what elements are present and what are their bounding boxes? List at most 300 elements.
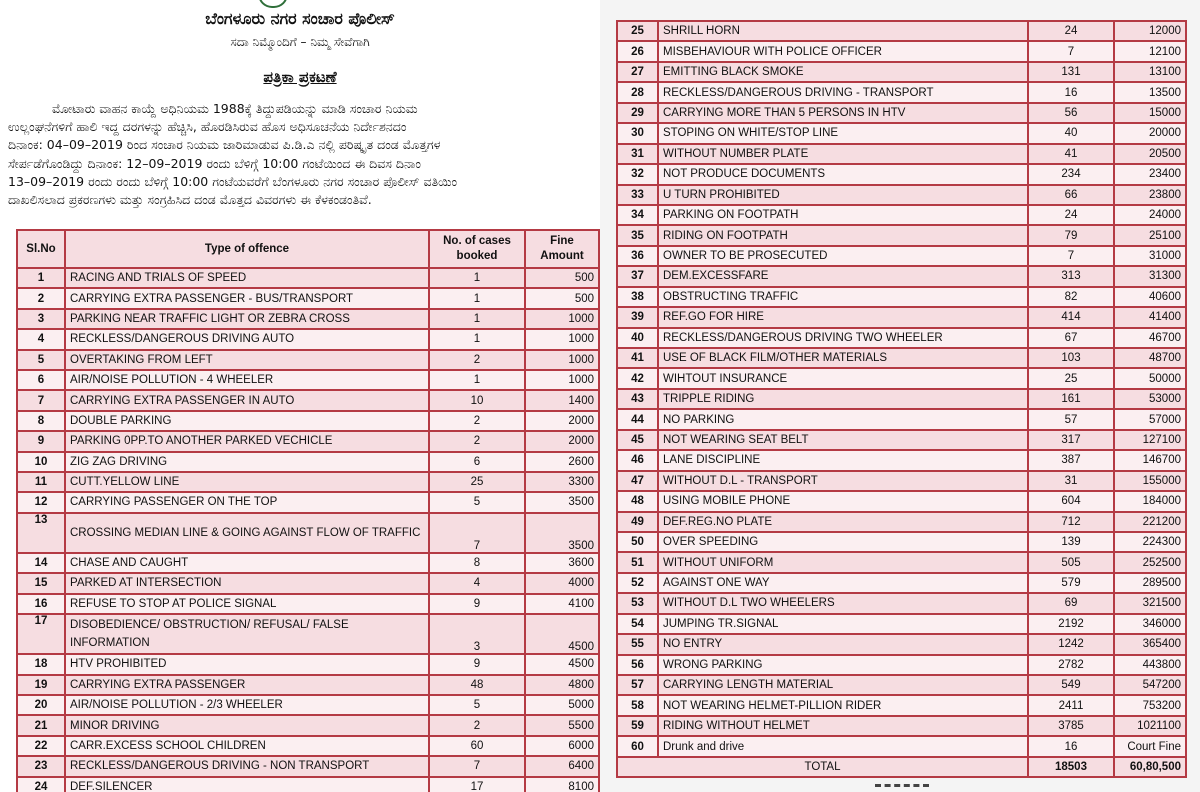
fine-cell: 46700 bbox=[1114, 328, 1186, 348]
sl-cell: 17 bbox=[17, 614, 65, 654]
table-row bbox=[617, 512, 1186, 532]
fine-cell: 12000 bbox=[1114, 21, 1186, 41]
table-row bbox=[17, 370, 599, 390]
paragraph-line: ಉಲ್ಲಂಘನೆಗಳಿಗೆ ಹಾಲಿ ಇದ್ದ ದರಗಳನ್ನು ಹೆಚ್ಚಿಸಿ, ಹೊರಡಿಸಿರುವ ಹೊಸ ಅಧಿಸೂಚನೆಯ ನಿರ್ದೇಶನದಂ bbox=[8, 119, 407, 135]
cases-cell: 505 bbox=[1028, 552, 1114, 572]
table-row bbox=[17, 777, 599, 792]
table-row bbox=[617, 450, 1186, 470]
sl-cell: 16 bbox=[17, 594, 65, 614]
table-header-row bbox=[17, 230, 599, 268]
sl-cell: 29 bbox=[617, 103, 658, 123]
offence-cell: PARKING 0PP.TO ANOTHER PARKED VECHICLE bbox=[65, 431, 429, 451]
sl-cell: 27 bbox=[617, 62, 658, 82]
offence-table-right bbox=[616, 20, 1187, 778]
table-row bbox=[617, 471, 1186, 491]
fine-cell: 224300 bbox=[1114, 532, 1186, 552]
cases-cell: 24 bbox=[1028, 205, 1114, 225]
table-row bbox=[617, 287, 1186, 307]
fine-cell: 146700 bbox=[1114, 450, 1186, 470]
sl-cell: 19 bbox=[17, 675, 65, 695]
offence-cell: AGAINST ONE WAY bbox=[658, 573, 1028, 593]
cases-cell: 6 bbox=[429, 452, 525, 472]
offence-cell: U TURN PROHIBITED bbox=[658, 185, 1028, 205]
sl-cell: 11 bbox=[17, 472, 65, 492]
fine-cell: 547200 bbox=[1114, 675, 1186, 695]
offence-cell: OVER SPEEDING bbox=[658, 532, 1028, 552]
offence-cell: PARKING NEAR TRAFFIC LIGHT OR ZEBRA CROSS bbox=[65, 309, 429, 329]
fine-cell: 1000 bbox=[525, 370, 599, 390]
offence-cell: LANE DISCIPLINE bbox=[658, 450, 1028, 470]
sl-cell: 8 bbox=[17, 411, 65, 431]
sl-cell: 38 bbox=[617, 287, 658, 307]
cases-cell: 161 bbox=[1028, 389, 1114, 409]
table-row bbox=[17, 452, 599, 472]
cases-cell: 7 bbox=[429, 513, 525, 553]
offence-cell: RACING AND TRIALS OF SPEED bbox=[65, 268, 429, 288]
header-cases-booked: No. of cases booked bbox=[429, 230, 525, 268]
cases-cell: 1 bbox=[429, 370, 525, 390]
header-sl-no: Sl.No bbox=[17, 230, 65, 268]
table-row bbox=[17, 675, 599, 695]
cases-cell: 414 bbox=[1028, 307, 1114, 327]
table-row bbox=[617, 614, 1186, 634]
fine-cell: 6400 bbox=[525, 756, 599, 776]
left-table-body bbox=[17, 268, 599, 792]
offence-cell: CARR.EXCESS SCHOOL CHILDREN bbox=[65, 736, 429, 756]
offence-cell: STOPING ON WHITE/STOP LINE bbox=[658, 123, 1028, 143]
table-row bbox=[617, 736, 1186, 756]
table-row bbox=[17, 492, 599, 512]
sl-cell: 21 bbox=[17, 715, 65, 735]
fine-cell: 24000 bbox=[1114, 205, 1186, 225]
fine-cell: 3600 bbox=[525, 553, 599, 573]
fine-cell: 25100 bbox=[1114, 225, 1186, 245]
fine-cell: 3500 bbox=[525, 492, 599, 512]
sl-cell: 52 bbox=[617, 573, 658, 593]
fine-cell: 1021100 bbox=[1114, 716, 1186, 736]
offence-cell: NOT PRODUCE DOCUMENTS bbox=[658, 164, 1028, 184]
fine-cell: 500 bbox=[525, 268, 599, 288]
cases-cell: 7 bbox=[1028, 41, 1114, 61]
cases-cell: 69 bbox=[1028, 593, 1114, 613]
offence-cell: DEF.REG.NO PLATE bbox=[658, 512, 1028, 532]
cases-cell: 60 bbox=[429, 736, 525, 756]
sl-cell: 45 bbox=[617, 430, 658, 450]
table-row bbox=[17, 553, 599, 573]
cases-cell: 82 bbox=[1028, 287, 1114, 307]
cases-cell: 3785 bbox=[1028, 716, 1114, 736]
cases-cell: 25 bbox=[1028, 368, 1114, 388]
fine-cell: 13100 bbox=[1114, 62, 1186, 82]
offence-cell: WIHTOUT INSURANCE bbox=[658, 368, 1028, 388]
sl-cell: 25 bbox=[617, 21, 658, 41]
sl-cell: 14 bbox=[17, 553, 65, 573]
paragraph-line: 13–09–2019 ರಂದು ರಂದು ಬೆಳಿಗ್ಗೆ 10:00 ಗಂಟೆಯವರೆಗೆ ಬೆಂಗಳೂರು ನಗರ ಸಂಚಾರ ಪೊಲೀಸ್ ವತಿಯಿಂ bbox=[8, 173, 458, 189]
offence-cell: CARRYING EXTRA PASSENGER IN AUTO bbox=[65, 390, 429, 410]
sl-cell: 1 bbox=[17, 268, 65, 288]
fine-cell: 31300 bbox=[1114, 266, 1186, 286]
sl-cell: 15 bbox=[17, 573, 65, 593]
cases-cell: 8 bbox=[429, 553, 525, 573]
table-row bbox=[617, 266, 1186, 286]
sl-cell: 41 bbox=[617, 348, 658, 368]
offence-cell: OVERTAKING FROM LEFT bbox=[65, 350, 429, 370]
table-row bbox=[17, 513, 599, 553]
sl-cell: 33 bbox=[617, 185, 658, 205]
sl-cell: 46 bbox=[617, 450, 658, 470]
table-row bbox=[17, 411, 599, 431]
table-row bbox=[617, 532, 1186, 552]
sl-cell: 31 bbox=[617, 144, 658, 164]
offence-cell: REFUSE TO STOP AT POLICE SIGNAL bbox=[65, 594, 429, 614]
sl-cell: 2 bbox=[17, 288, 65, 308]
sl-cell: 6 bbox=[17, 370, 65, 390]
table-row bbox=[17, 472, 599, 492]
cases-cell: 25 bbox=[429, 472, 525, 492]
offence-cell: SHRILL HORN bbox=[658, 21, 1028, 41]
cases-cell: 1242 bbox=[1028, 634, 1114, 654]
offence-cell: DISOBEDIENCE/ OBSTRUCTION/ REFUSAL/ FALSE INFORMATION bbox=[65, 614, 429, 654]
table-row bbox=[17, 573, 599, 593]
offence-cell: RECKLESS/DANGEROUS DRIVING TWO WHEELER bbox=[658, 328, 1028, 348]
offence-cell: AIR/NOISE POLLUTION - 2/3 WHEELER bbox=[65, 695, 429, 715]
cases-cell: 66 bbox=[1028, 185, 1114, 205]
total-fine: 60,80,500 bbox=[1114, 757, 1186, 777]
sl-cell: 50 bbox=[617, 532, 658, 552]
cases-cell: 1 bbox=[429, 309, 525, 329]
fine-cell: 23400 bbox=[1114, 164, 1186, 184]
table-row bbox=[617, 307, 1186, 327]
cases-cell: 5 bbox=[429, 492, 525, 512]
fine-cell: 5000 bbox=[525, 695, 599, 715]
offence-cell: CHASE AND CAUGHT bbox=[65, 553, 429, 573]
sl-cell: 18 bbox=[17, 654, 65, 674]
table-row bbox=[17, 614, 599, 654]
table-row bbox=[617, 246, 1186, 266]
fine-cell: 1000 bbox=[525, 309, 599, 329]
fine-cell: 40600 bbox=[1114, 287, 1186, 307]
table-row bbox=[617, 716, 1186, 736]
fine-cell: 4100 bbox=[525, 594, 599, 614]
cases-cell: 131 bbox=[1028, 62, 1114, 82]
fine-cell: Court Fine bbox=[1114, 736, 1186, 756]
sl-cell: 23 bbox=[17, 756, 65, 776]
department-motto: ಸದಾ ನಿಮ್ಮೊಂದಿಗೆ – ನಿಮ್ಮ ಸೇವೆಗಾಗಿ bbox=[230, 35, 370, 49]
offence-cell: CARRYING LENGTH MATERIAL bbox=[658, 675, 1028, 695]
table-row bbox=[617, 634, 1186, 654]
table-row bbox=[617, 430, 1186, 450]
sl-cell: 10 bbox=[17, 452, 65, 472]
cases-cell: 56 bbox=[1028, 103, 1114, 123]
offence-cell: REF.GO FOR HIRE bbox=[658, 307, 1028, 327]
sl-cell: 28 bbox=[617, 82, 658, 102]
fine-cell: 20000 bbox=[1114, 123, 1186, 143]
offence-cell: AIR/NOISE POLLUTION - 4 WHEELER bbox=[65, 370, 429, 390]
sl-cell: 4 bbox=[17, 329, 65, 349]
cases-cell: 9 bbox=[429, 654, 525, 674]
table-row bbox=[617, 348, 1186, 368]
offence-cell: WITHOUT NUMBER PLATE bbox=[658, 144, 1028, 164]
cases-cell: 40 bbox=[1028, 123, 1114, 143]
sl-cell: 32 bbox=[617, 164, 658, 184]
cases-cell: 5 bbox=[429, 695, 525, 715]
table-row bbox=[17, 309, 599, 329]
department-title: ಬೆಂಗಳೂರು ನಗರ ಸಂಚಾರ ಪೊಲೀಸ್ bbox=[205, 9, 395, 28]
table-row bbox=[617, 491, 1186, 511]
fine-cell: 4500 bbox=[525, 654, 599, 674]
sl-cell: 37 bbox=[617, 266, 658, 286]
cases-cell: 103 bbox=[1028, 348, 1114, 368]
cases-cell: 16 bbox=[1028, 736, 1114, 756]
cases-cell: 1 bbox=[429, 268, 525, 288]
sl-cell: 9 bbox=[17, 431, 65, 451]
fine-cell: 15000 bbox=[1114, 103, 1186, 123]
offence-cell: RECKLESS/DANGEROUS DRIVING - TRANSPORT bbox=[658, 82, 1028, 102]
offence-cell: RECKLESS/DANGEROUS DRIVING AUTO bbox=[65, 329, 429, 349]
sl-cell: 55 bbox=[617, 634, 658, 654]
cases-cell: 579 bbox=[1028, 573, 1114, 593]
fine-cell: 346000 bbox=[1114, 614, 1186, 634]
offence-cell: RIDING ON FOOTPATH bbox=[658, 225, 1028, 245]
offence-cell: DEF.SILENCER bbox=[65, 777, 429, 792]
fine-cell: 12100 bbox=[1114, 41, 1186, 61]
table-row bbox=[617, 695, 1186, 715]
table-row bbox=[617, 368, 1186, 388]
offence-cell: PARKING ON FOOTPATH bbox=[658, 205, 1028, 225]
offence-cell: CROSSING MEDIAN LINE & GOING AGAINST FLOW OF TRAFFIC bbox=[65, 513, 429, 553]
cases-cell: 17 bbox=[429, 777, 525, 792]
cases-cell: 4 bbox=[429, 573, 525, 593]
cases-cell: 57 bbox=[1028, 409, 1114, 429]
cases-cell: 604 bbox=[1028, 491, 1114, 511]
total-cases: 18503 bbox=[1028, 757, 1114, 777]
fine-cell: 48700 bbox=[1114, 348, 1186, 368]
sl-cell: 59 bbox=[617, 716, 658, 736]
table-row bbox=[617, 185, 1186, 205]
press-release-title: ಪತ್ರಿಕಾ ಪ್ರಕಟಣೆ bbox=[263, 68, 337, 86]
offence-cell: ZIG ZAG DRIVING bbox=[65, 452, 429, 472]
sl-cell: 42 bbox=[617, 368, 658, 388]
table-row bbox=[17, 268, 599, 288]
fine-cell: 155000 bbox=[1114, 471, 1186, 491]
cases-cell: 67 bbox=[1028, 328, 1114, 348]
fine-cell: 127100 bbox=[1114, 430, 1186, 450]
offence-cell: CARRYING EXTRA PASSENGER - BUS/TRANSPORT bbox=[65, 288, 429, 308]
cases-cell: 317 bbox=[1028, 430, 1114, 450]
sl-cell: 56 bbox=[617, 655, 658, 675]
sl-cell: 40 bbox=[617, 328, 658, 348]
table-row bbox=[617, 655, 1186, 675]
fine-cell: 8100 bbox=[525, 777, 599, 792]
cases-cell: 7 bbox=[429, 756, 525, 776]
offence-cell: CARRYING MORE THAN 5 PERSONS IN HTV bbox=[658, 103, 1028, 123]
offence-cell: JUMPING TR.SIGNAL bbox=[658, 614, 1028, 634]
offence-cell: CARRYING EXTRA PASSENGER bbox=[65, 675, 429, 695]
offence-cell: WITHOUT D.L - TRANSPORT bbox=[658, 471, 1028, 491]
fine-cell: 4500 bbox=[525, 614, 599, 654]
table-row bbox=[617, 409, 1186, 429]
fine-cell: 3500 bbox=[525, 513, 599, 553]
table-row bbox=[617, 593, 1186, 613]
fine-cell: 252500 bbox=[1114, 552, 1186, 572]
notice-paragraph bbox=[8, 100, 600, 209]
offence-cell: OBSTRUCTING TRAFFIC bbox=[658, 287, 1028, 307]
table-row bbox=[17, 736, 599, 756]
sl-cell: 35 bbox=[617, 225, 658, 245]
offence-cell: RECKLESS/DANGEROUS DRIVING - NON TRANSPORT bbox=[65, 756, 429, 776]
sl-cell: 12 bbox=[17, 492, 65, 512]
fine-cell: 13500 bbox=[1114, 82, 1186, 102]
fine-cell: 2600 bbox=[525, 452, 599, 472]
sl-cell: 30 bbox=[617, 123, 658, 143]
cases-cell: 2 bbox=[429, 350, 525, 370]
sl-cell: 58 bbox=[617, 695, 658, 715]
offence-cell: TRIPPLE RIDING bbox=[658, 389, 1028, 409]
sl-cell: 26 bbox=[617, 41, 658, 61]
table-row bbox=[617, 205, 1186, 225]
fine-cell: 23800 bbox=[1114, 185, 1186, 205]
fine-cell: 1000 bbox=[525, 329, 599, 349]
end-dashes bbox=[875, 784, 929, 790]
offence-cell: CARRYING PASSENGER ON THE TOP bbox=[65, 492, 429, 512]
cases-cell: 9 bbox=[429, 594, 525, 614]
offence-cell: CUTT.YELLOW LINE bbox=[65, 472, 429, 492]
fine-cell: 1400 bbox=[525, 390, 599, 410]
cases-cell: 79 bbox=[1028, 225, 1114, 245]
sl-cell: 22 bbox=[17, 736, 65, 756]
table-row bbox=[617, 144, 1186, 164]
total-label: TOTAL bbox=[617, 757, 1028, 777]
paragraph-line: ದಾಖಲಿಸಲಾದ ಪ್ರಕರಣಗಳು ಮತ್ತು ಸಂಗ್ರಹಿಸಿದ ದಂಡ ಮೊತ್ತದ ವಿವರಗಳು ಈ ಕೆಳಕಂಡಂತಿವೆ. bbox=[8, 191, 372, 207]
table-row bbox=[17, 431, 599, 451]
paragraph-line: ಮೋಟಾರು ವಾಹನ ಕಾಯ್ದೆ ಅಧಿನಿಯಮ 1988ಕ್ಕೆ ತಿದ್ದುಪಡಿಯನ್ನು ಮಾಡಿ ಸಂಚಾರ ನಿಯಮ bbox=[52, 101, 418, 116]
offence-cell: NO ENTRY bbox=[658, 634, 1028, 654]
table-row bbox=[617, 675, 1186, 695]
table-row bbox=[17, 390, 599, 410]
table-row bbox=[617, 103, 1186, 123]
offence-cell: WITHOUT UNIFORM bbox=[658, 552, 1028, 572]
offence-cell: NOT WEARING SEAT BELT bbox=[658, 430, 1028, 450]
table-row bbox=[17, 329, 599, 349]
header-fine-amount: Fine Amount bbox=[525, 230, 599, 268]
fine-cell: 4800 bbox=[525, 675, 599, 695]
cases-cell: 48 bbox=[429, 675, 525, 695]
paragraph-line: ಸೇರ್ಪಡೆಗೊಂಡಿದ್ದು ದಿನಾಂಕ: 12–09–2019 ರಂದು ಬೆಳಿಗ್ಗೆ 10:00 ಗಂಟೆಯಿಂದ ಈ ದಿವಸ ದಿನಾಂ bbox=[8, 155, 421, 171]
paragraph-line: ದಿನಾಂಕ: 04–09–2019 ರಿಂದ ಸಂಚಾರ ನಿಯಮ ಜಾರಿಮಾಡುವ ಪಿ.ಡಿ.ಎ ನಲ್ಲಿ ಪರಿಷ್ಕೃತ ದಂಡ ಮೊತ್ತಗಳ bbox=[8, 137, 441, 153]
table-row bbox=[17, 695, 599, 715]
sl-cell: 47 bbox=[617, 471, 658, 491]
fine-cell: 57000 bbox=[1114, 409, 1186, 429]
table-row bbox=[17, 756, 599, 776]
fine-cell: 6000 bbox=[525, 736, 599, 756]
offence-cell: OWNER TO BE PROSECUTED bbox=[658, 246, 1028, 266]
offence-table-left bbox=[16, 229, 600, 792]
fine-cell: 321500 bbox=[1114, 593, 1186, 613]
offence-cell: EMITTING BLACK SMOKE bbox=[658, 62, 1028, 82]
sl-cell: 44 bbox=[617, 409, 658, 429]
cases-cell: 139 bbox=[1028, 532, 1114, 552]
table-row bbox=[617, 389, 1186, 409]
offence-cell: USING MOBILE PHONE bbox=[658, 491, 1028, 511]
header-type-of-offence: Type of offence bbox=[65, 230, 429, 268]
fine-cell: 184000 bbox=[1114, 491, 1186, 511]
offence-cell: WRONG PARKING bbox=[658, 655, 1028, 675]
offence-cell: Drunk and drive bbox=[658, 736, 1028, 756]
table-row bbox=[617, 552, 1186, 572]
sl-cell: 34 bbox=[617, 205, 658, 225]
offence-cell: RIDING WITHOUT HELMET bbox=[658, 716, 1028, 736]
sl-cell: 49 bbox=[617, 512, 658, 532]
cases-cell: 387 bbox=[1028, 450, 1114, 470]
sl-cell: 24 bbox=[17, 777, 65, 792]
table-row bbox=[617, 62, 1186, 82]
fine-cell: 1000 bbox=[525, 350, 599, 370]
cases-cell: 2411 bbox=[1028, 695, 1114, 715]
sl-cell: 20 bbox=[17, 695, 65, 715]
fine-cell: 20500 bbox=[1114, 144, 1186, 164]
cases-cell: 16 bbox=[1028, 82, 1114, 102]
cases-cell: 1 bbox=[429, 329, 525, 349]
table-row bbox=[617, 82, 1186, 102]
fine-cell: 3300 bbox=[525, 472, 599, 492]
table-row bbox=[617, 164, 1186, 184]
police-emblem-icon bbox=[258, 0, 288, 8]
sl-cell: 51 bbox=[617, 552, 658, 572]
table-row bbox=[17, 715, 599, 735]
sl-cell: 7 bbox=[17, 390, 65, 410]
offence-cell: NO PARKING bbox=[658, 409, 1028, 429]
table-row bbox=[17, 594, 599, 614]
table-row bbox=[17, 288, 599, 308]
sl-cell: 5 bbox=[17, 350, 65, 370]
sl-cell: 48 bbox=[617, 491, 658, 511]
offence-cell: NOT WEARING HELMET-PILLION RIDER bbox=[658, 695, 1028, 715]
right-table-body bbox=[617, 21, 1186, 757]
offence-cell: DEM.EXCESSFARE bbox=[658, 266, 1028, 286]
table-row bbox=[617, 328, 1186, 348]
offence-cell: MISBEHAVIOUR WITH POLICE OFFICER bbox=[658, 41, 1028, 61]
cases-cell: 313 bbox=[1028, 266, 1114, 286]
cases-cell: 234 bbox=[1028, 164, 1114, 184]
cases-cell: 10 bbox=[429, 390, 525, 410]
fine-cell: 5500 bbox=[525, 715, 599, 735]
offence-cell: WITHOUT D.L TWO WHEELERS bbox=[658, 593, 1028, 613]
sl-cell: 60 bbox=[617, 736, 658, 756]
fine-cell: 41400 bbox=[1114, 307, 1186, 327]
cases-cell: 2 bbox=[429, 431, 525, 451]
cases-cell: 1 bbox=[429, 288, 525, 308]
cases-cell: 549 bbox=[1028, 675, 1114, 695]
cases-cell: 2 bbox=[429, 411, 525, 431]
cases-cell: 712 bbox=[1028, 512, 1114, 532]
table-row bbox=[617, 41, 1186, 61]
cases-cell: 2 bbox=[429, 715, 525, 735]
sl-cell: 36 bbox=[617, 246, 658, 266]
fine-cell: 31000 bbox=[1114, 246, 1186, 266]
table-row bbox=[617, 21, 1186, 41]
sl-cell: 43 bbox=[617, 389, 658, 409]
offence-cell: USE OF BLACK FILM/OTHER MATERIALS bbox=[658, 348, 1028, 368]
sl-cell: 39 bbox=[617, 307, 658, 327]
fine-cell: 500 bbox=[525, 288, 599, 308]
total-row bbox=[617, 757, 1186, 777]
cases-cell: 31 bbox=[1028, 471, 1114, 491]
sl-cell: 53 bbox=[617, 593, 658, 613]
fine-cell: 289500 bbox=[1114, 573, 1186, 593]
fine-cell: 365400 bbox=[1114, 634, 1186, 654]
cases-cell: 2782 bbox=[1028, 655, 1114, 675]
fine-cell: 2000 bbox=[525, 411, 599, 431]
